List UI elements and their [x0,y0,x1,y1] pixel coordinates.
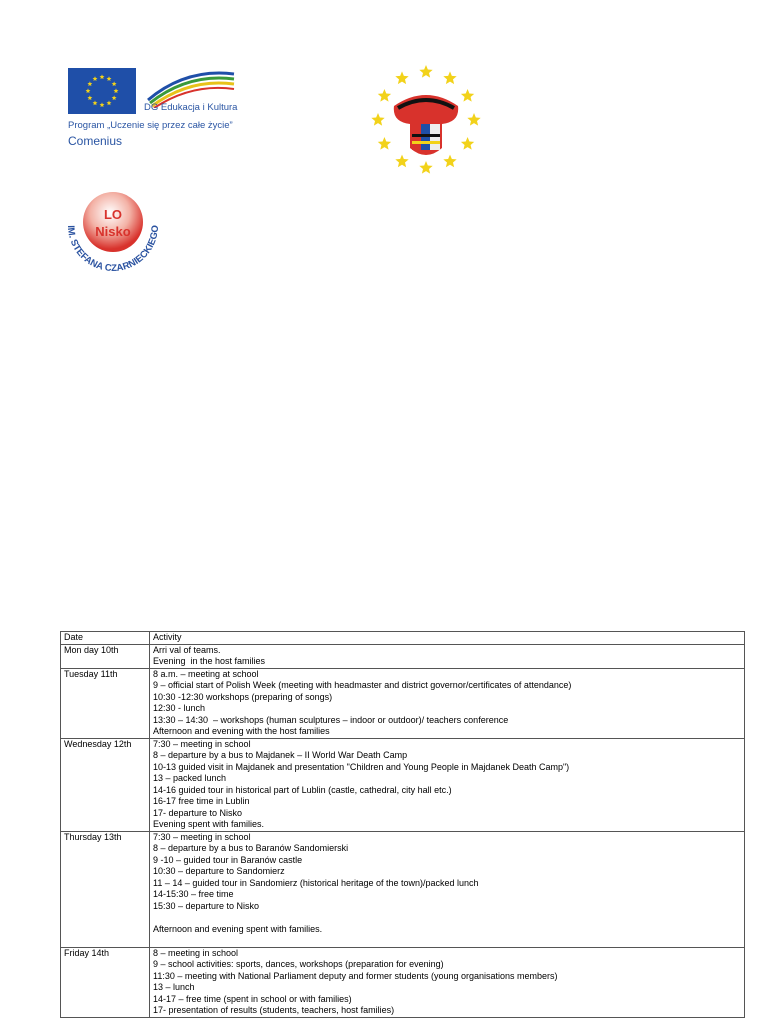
activity-line: 7:30 – meeting in school [153,831,251,842]
activity-line: 17- departure to Nisko [153,807,243,818]
ring-star-icon [443,71,456,84]
row-date: Friday 14th [61,947,150,1017]
activity-line: Evening in the host families [153,656,266,666]
comenius-project-logo [368,62,484,178]
activity-line [153,912,741,924]
eu-star-icon [112,95,117,100]
activity-line: 12:30 - lunch [153,703,206,713]
activity-line: 9 – school activities: sports, dances, workshops (preparation for evening) [153,959,444,969]
ring-star-icon [419,65,432,78]
ring-star-icon [467,113,480,126]
row-date: Mon day 10th [61,644,150,668]
ring-star-icon [371,113,384,126]
eu-logo-line3: Comenius [68,134,123,148]
row-date: Wednesday 12th [61,738,150,831]
eu-star-icon [107,101,112,106]
activity-line: 9 – official start of Polish Week (meeting with headmaster and district governor/certificates of attendance) [153,680,572,690]
eu-star-icon [93,76,98,81]
eu-star-icon [86,88,91,93]
activity-line: 8 a.m. – meeting at school [153,668,259,679]
activity-line: 7:30 – meeting in school [153,738,251,749]
activity-line: 13 – packed lunch [153,773,227,783]
activity-line: 13 – lunch [153,982,195,992]
activity-line: 15:30 – departure to Nisko [153,900,260,911]
activity-line: 17- presentation of results (students, teachers, host families) [153,1005,395,1015]
activity-line: 9 -10 – guided tour in Baranów castle [153,854,303,865]
row-date: Tuesday 11th [61,668,150,738]
table-row [61,668,745,738]
ring-star-icon [443,155,456,168]
eu-star-icon [100,102,105,107]
eu-logo-line1: DG Edukacja i Kultura [144,102,238,113]
table-row [61,738,745,831]
school-logo-top: LO [103,207,123,222]
header-activity: Activity [150,632,745,645]
activity-line: 8 – departure by a bus to Baranów Sandomierski [153,843,349,853]
activity-line: Evening spent with families. [153,819,265,829]
activity-line: Arri val of teams. [153,644,221,655]
activity-line: 10:30 – departure to Sandomierz [153,866,285,876]
row-activity [150,644,745,668]
row-activity [150,831,745,947]
table-header-row [61,632,745,645]
ring-star-icon [461,137,474,150]
ring-star-icon [461,89,474,102]
table-row [61,831,745,947]
activity-line: 8 – departure by a bus to Majdanek – II World War Death Camp [153,750,408,760]
table-row [61,644,745,668]
eu-star-icon [87,81,92,86]
eu-star-icon [114,88,119,93]
ring-star-icon [395,71,408,84]
schedule-table [60,631,745,1018]
activity-line: 16-17 free time in Lublin [153,796,250,806]
activity-line: 10:30 -12:30 workshops (preparing of songs) [153,691,333,702]
eu-logo-line2: Program „Uczenie się przez całe życie” [68,120,233,131]
activity-line: Afternoon and evening spent with families. [153,923,323,934]
eu-star-icon [87,95,92,100]
eu-star-icon [112,81,117,86]
row-activity [150,668,745,738]
school-logo-bottom: Nisko [95,224,131,239]
eu-flag-icon [68,68,136,114]
activity-line: 11 – 14 – guided tour in Sandomierz (historical heritage of the town)/packed lunch [153,877,479,888]
school-logo-arc: IM. STEFANA CZARNIECKIEGO [64,224,162,275]
activity-line: 13:30 – 14:30 – workshops (human sculptures – indoor or outdoor)/ teachers conference [153,714,509,725]
activity-line: 14-16 guided tour in historical part of Lublin (castle, cathedral, city hall etc.) [153,784,452,795]
activity-line: 11:30 – meeting with National Parliament deputy and former students (young organisations members) [153,970,558,981]
row-activity [150,947,745,1017]
eu-star-icon [93,101,98,106]
ring-star-icon [395,155,408,168]
activity-line [153,935,741,947]
ring-star-icon [419,161,432,174]
row-date: Thursday 13th [61,831,150,947]
eu-star-icon [100,74,105,79]
eu-star-icon [107,76,112,81]
ring-star-icon [378,137,391,150]
lo-nisko-school-logo [58,186,168,282]
ring-star-icon [378,89,391,102]
activity-line: 14-15:30 – free time [153,889,234,899]
header-date: Date [61,632,150,645]
row-activity [150,738,745,831]
activity-line: 10-13 guided visit in Majdanek and presentation "Children and Young People in Majdanek Death Camp") [153,761,570,772]
eu-comenius-logo [68,68,238,148]
activity-line: 8 – meeting in school [153,947,239,958]
table-row [61,947,745,1017]
activity-line: Afternoon and evening with the host families [153,726,330,736]
activity-line: 14-17 – free time (spent in school or with families) [153,993,352,1004]
